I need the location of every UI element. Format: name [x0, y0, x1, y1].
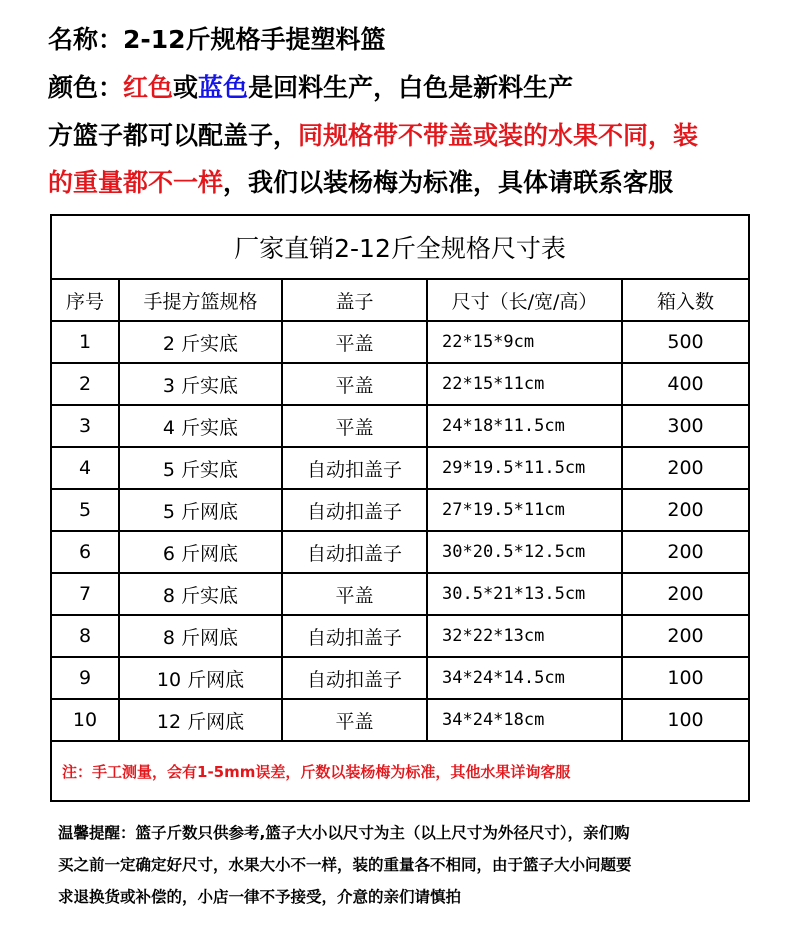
- header-box-quantity: 箱入数: [622, 279, 749, 321]
- lid-type-cell: 自动扣盖子: [282, 615, 427, 657]
- lid-type-cell: 自动扣盖子: [282, 657, 427, 699]
- box-quantity-cell: 400: [622, 363, 749, 405]
- size-cell: 32*22*13cm: [427, 615, 622, 657]
- box-quantity-cell: 300: [622, 405, 749, 447]
- row-index-cell: 7: [51, 573, 119, 615]
- table-row: [51, 531, 749, 573]
- table-header-row: [51, 279, 749, 321]
- size-cell: 22*15*11cm: [427, 363, 622, 405]
- box-quantity-cell: 200: [622, 531, 749, 573]
- row-index-cell: 3: [51, 405, 119, 447]
- row-index-cell: 4: [51, 447, 119, 489]
- lid-type-cell: 平盖: [282, 405, 427, 447]
- row-index-cell: 8: [51, 615, 119, 657]
- basket-spec-cell: 8 斤网底: [119, 615, 282, 657]
- lid-type-cell: 自动扣盖子: [282, 447, 427, 489]
- table-row: [51, 699, 749, 741]
- box-quantity-cell: 200: [622, 447, 749, 489]
- row-index-cell: 9: [51, 657, 119, 699]
- row-index-cell: 6: [51, 531, 119, 573]
- table-row: [51, 573, 749, 615]
- lid-type-cell: 平盖: [282, 573, 427, 615]
- row-index-cell: 5: [51, 489, 119, 531]
- box-quantity-cell: 100: [622, 657, 749, 699]
- color-line: [48, 70, 788, 106]
- weight-note-red: 的重量都不一样: [48, 168, 224, 197]
- basket-spec-cell: 5 斤网底: [119, 489, 282, 531]
- lid-type-cell: 平盖: [282, 321, 427, 363]
- color-suffix: 是回料生产，白色是新料生产: [248, 73, 574, 102]
- basket-spec-cell: 12 斤网底: [119, 699, 282, 741]
- color-blue-text: 蓝色: [198, 73, 249, 102]
- lid-type-cell: 平盖: [282, 699, 427, 741]
- row-index-cell: 2: [51, 363, 119, 405]
- size-cell: 30.5*21*13.5cm: [427, 573, 622, 615]
- reminder-line-2: 买之前一定确定好尺寸，水果大小不一样，装的重量各不相同，由于篮子大小问题要: [58, 856, 632, 874]
- weight-note-line: [48, 165, 788, 201]
- size-cell: 34*24*14.5cm: [427, 657, 622, 699]
- basket-spec-cell: 4 斤实底: [119, 405, 282, 447]
- table-row: [51, 657, 749, 699]
- color-prefix: 颜色：: [48, 73, 124, 102]
- table-row: [51, 405, 749, 447]
- box-quantity-cell: 200: [622, 573, 749, 615]
- warm-reminder: [58, 817, 758, 913]
- size-cell: 29*19.5*11.5cm: [427, 447, 622, 489]
- box-quantity-cell: 200: [622, 489, 749, 531]
- box-quantity-cell: 100: [622, 699, 749, 741]
- reminder-line-3: 求退换货或补偿的，小店一律不予接受，介意的亲们请慎拍: [58, 888, 462, 906]
- box-quantity-cell: 200: [622, 615, 749, 657]
- basket-spec-cell: 8 斤实底: [119, 573, 282, 615]
- measurement-note: 注：手工测量，会有1-5mm误差，斤数以装杨梅为标准，其他水果详询客服: [51, 741, 749, 801]
- weight-note-black: ，我们以装杨梅为标准，具体请联系客服: [223, 168, 674, 197]
- size-cell: 22*15*9cm: [427, 321, 622, 363]
- size-cell: 34*24*18cm: [427, 699, 622, 741]
- size-spec-table: [50, 214, 750, 802]
- table-row: [51, 489, 749, 531]
- color-or-text: 或: [173, 73, 199, 102]
- lid-type-cell: 自动扣盖子: [282, 489, 427, 531]
- table-title: 厂家直销2-12斤全规格尺寸表: [51, 215, 749, 279]
- table-row: [51, 447, 749, 489]
- basket-spec-cell: 6 斤网底: [119, 531, 282, 573]
- header-lid: 盖子: [282, 279, 427, 321]
- header-basket-spec: 手提方篮规格: [119, 279, 282, 321]
- color-red-text: 红色: [123, 73, 174, 102]
- size-cell: 30*20.5*12.5cm: [427, 531, 622, 573]
- basket-spec-cell: 2 斤实底: [119, 321, 282, 363]
- size-cell: 27*19.5*11cm: [427, 489, 622, 531]
- lid-type-cell: 平盖: [282, 363, 427, 405]
- lid-note-red: 同规格带不带盖或装的水果不同，装: [298, 121, 699, 150]
- lid-note-line: [48, 118, 788, 154]
- basket-spec-cell: 10 斤网底: [119, 657, 282, 699]
- reminder-line-1: 温馨提醒：篮子斤数只供参考,篮子大小以尺寸为主（以上尺寸为外径尺寸），亲们购: [58, 824, 630, 842]
- basket-spec-cell: 5 斤实底: [119, 447, 282, 489]
- product-name-line: 名称：2-12斤规格手提塑料篮: [48, 25, 386, 54]
- basket-spec-cell: 3 斤实底: [119, 363, 282, 405]
- lid-note-black: 方篮子都可以配盖子，: [48, 121, 299, 150]
- row-index-cell: 1: [51, 321, 119, 363]
- header-size: 尺寸（长/宽/高）: [427, 279, 622, 321]
- size-cell: 24*18*11.5cm: [427, 405, 622, 447]
- lid-type-cell: 自动扣盖子: [282, 531, 427, 573]
- table-row: [51, 615, 749, 657]
- table-row: [51, 321, 749, 363]
- box-quantity-cell: 500: [622, 321, 749, 363]
- table-row: [51, 363, 749, 405]
- row-index-cell: 10: [51, 699, 119, 741]
- header-index: 序号: [51, 279, 119, 321]
